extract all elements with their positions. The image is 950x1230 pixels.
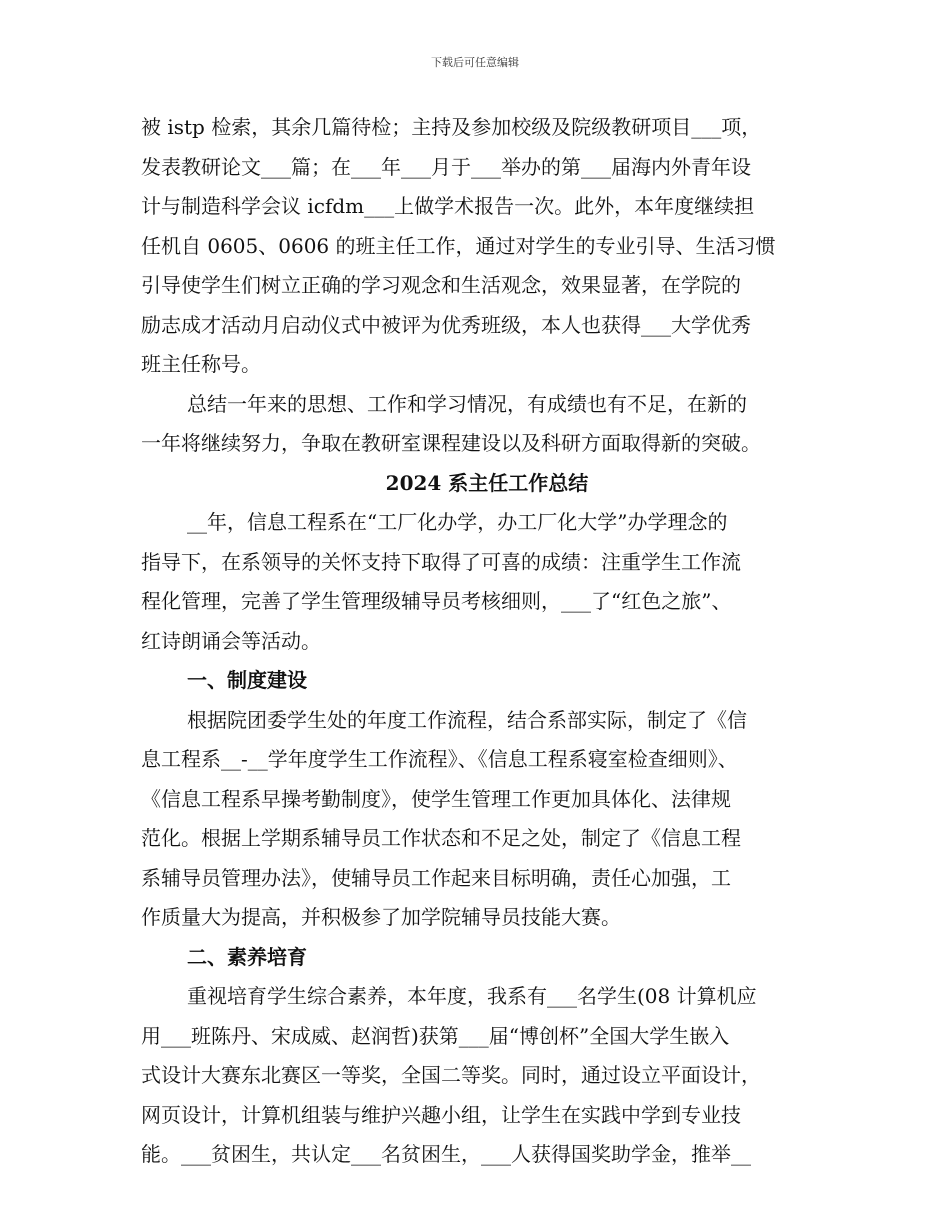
- text-line: 励志成才活动月启动仪式中被评为优秀班级，本人也获得___大学优秀: [141, 312, 751, 337]
- text-line: 总结一年来的思想、工作和学习情况，有成绩也有不足，在新的: [187, 391, 747, 416]
- paragraph-quality: [141, 977, 813, 1175]
- download-note: 下载后可任意编辑: [431, 56, 519, 69]
- text-line: 一年将继续努力，争取在教研室课程建设以及科研方面取得新的突破。: [141, 431, 761, 455]
- text-line: 式设计大赛东北赛区一等奖，全国二等奖。同时，通过设立平面设计，: [141, 1063, 761, 1087]
- text-line: 用___班陈丹、宋成威、赵润哲)获第___届“博创杯”全国大学生嵌入: [141, 1023, 730, 1048]
- text-line: 发表教研论文___篇；在___年___月于___举办的第___届海内外青年设: [141, 154, 751, 179]
- text-line: 任机自 0605、0606 的班主任工作，通过对学生的专业引导、生活习惯: [141, 233, 776, 258]
- text-line: 范化。根据上学期系辅导员工作状态和不足之处，制定了《信息工程: [141, 826, 741, 850]
- text-line: 引导使学生们树立正确的学习观念和生活观念，效果显著，在学院的: [141, 273, 741, 297]
- text-line: 程化管理，完善了学生管理级辅导员考核细则，___了“红色之旅”、: [141, 589, 732, 613]
- document-title: 2024 系主任工作总结: [385, 470, 589, 495]
- text-line: 根据院团委学生处的年度工作流程，结合系部实际，制定了《信: [187, 707, 747, 732]
- text-line: 指导下，在系领导的关怀支持下取得了可喜的成绩：注重学生工作流: [141, 549, 741, 574]
- section-heading-quality: 二、素养培育: [187, 944, 307, 969]
- text-line: 作质量大为提高，并积极参了加学院辅导员技能大赛。: [141, 905, 621, 929]
- text-line: 班主任称号。: [141, 352, 261, 376]
- text-line: 被 istp 检索，其余几篇待检；主持及参加校级及院级教研项目___项，: [141, 115, 762, 139]
- paragraph-summary: [141, 385, 813, 464]
- text-line: 《信息工程系早操考勤制度》，使学生管理工作更加具体化、法律规: [141, 786, 731, 811]
- document-body: [141, 108, 813, 1175]
- paragraph-achievements: [141, 108, 813, 385]
- text-line: 系辅导员管理办法》，使辅导员工作起来目标明确，责任心加强，工: [141, 865, 731, 890]
- text-line: 息工程系__-__学年度学生工作流程》、《信息工程系寝室检查细则》、: [141, 747, 738, 771]
- paragraph-system: [141, 701, 813, 938]
- text-line: 网页设计，计算机组装与维护兴趣小组，让学生在实践中学到专业技: [141, 1102, 741, 1127]
- paragraph-intro: [141, 503, 813, 661]
- text-line: 能。___贫困生，共认定___名贫困生，___人获得国奖助学金，推举__: [141, 1142, 751, 1166]
- section-heading-system: 一、制度建设: [187, 668, 307, 692]
- text-line: 重视培育学生综合素养，本年度，我系有___名学生(08 计算机应: [187, 984, 757, 1008]
- text-line: 红诗朗诵会等活动。: [141, 628, 321, 653]
- text-line: 计与制造科学会议 icfdm___上做学术报告一次。此外，本年度继续担: [141, 194, 755, 218]
- text-line: __年，信息工程系在“工厂化办学，办工厂化大学”办学理念的: [187, 510, 728, 534]
